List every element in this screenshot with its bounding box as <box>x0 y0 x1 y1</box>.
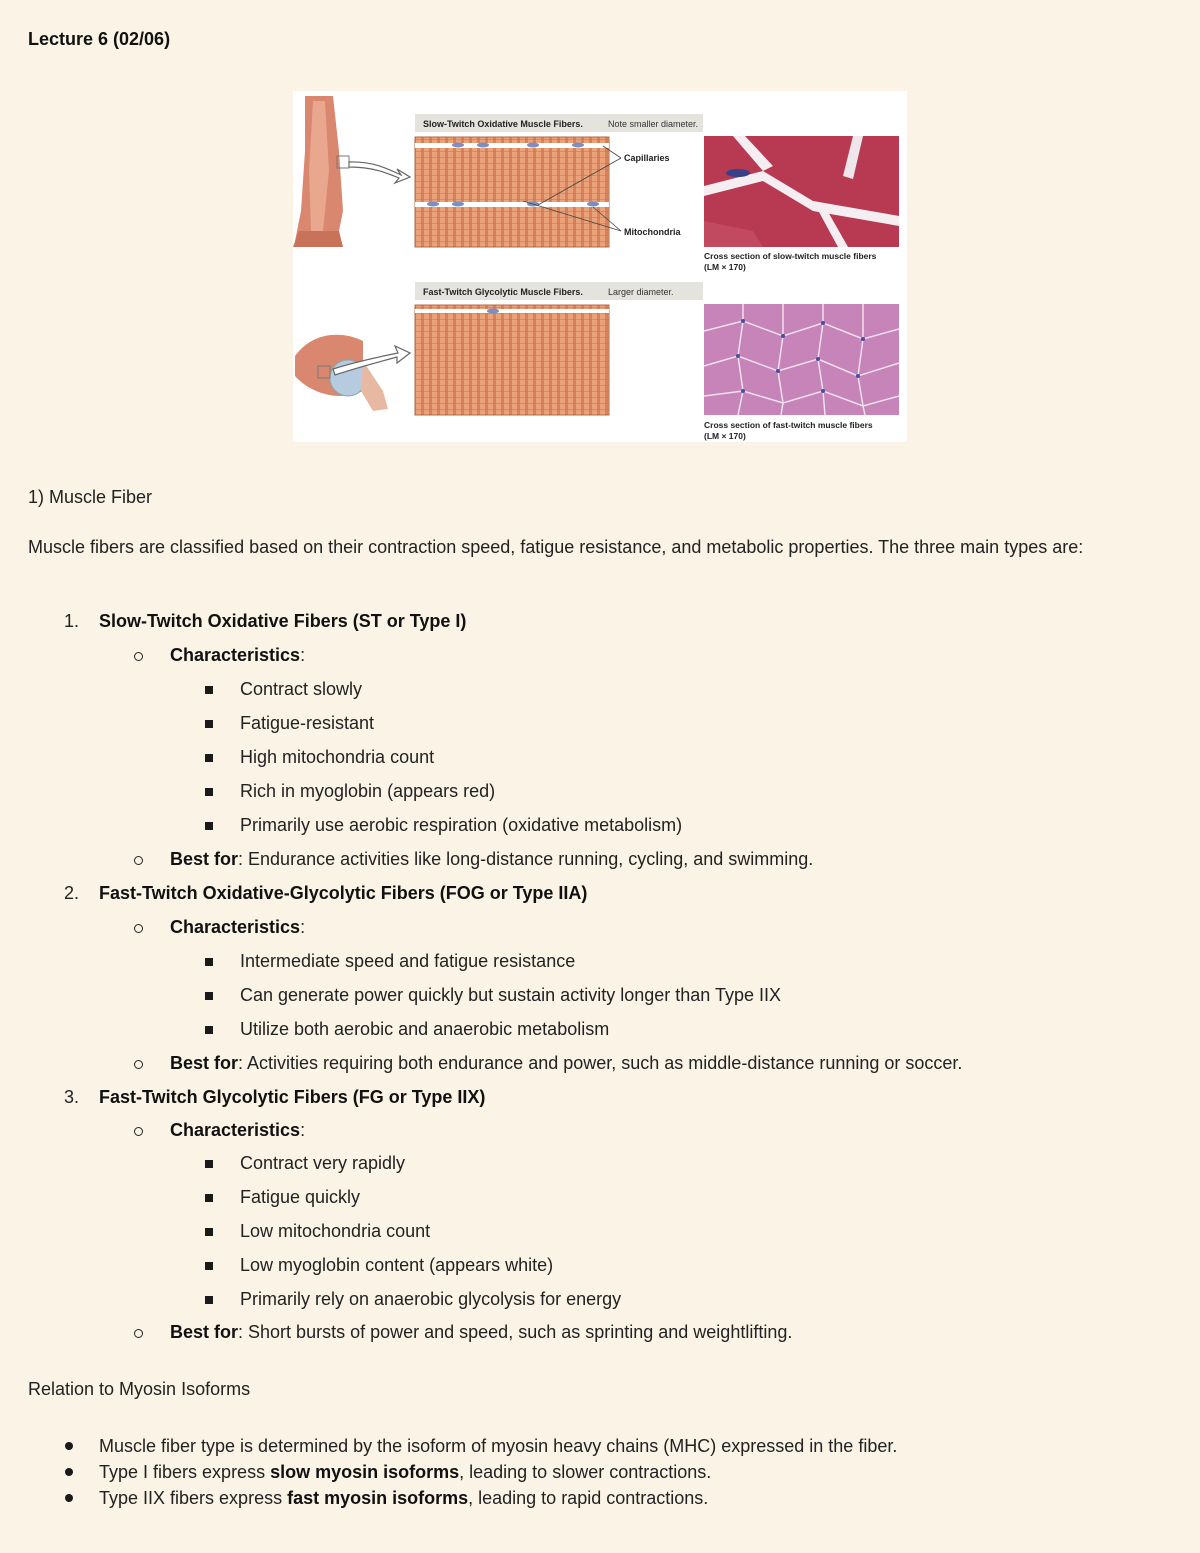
square-bullet-icon <box>205 788 213 796</box>
type2-best-for: Best for: Activities requiring both endurance and power, such as middle-distance running or soccer. <box>170 1053 963 1073</box>
type2-number: 2. <box>64 883 80 903</box>
type1-best-for: Best for: Endurance activities like long-distance running, cycling, and swimming. <box>170 849 814 869</box>
myosin-bullet-1: Muscle fiber type is determined by the isoform of myosin heavy chains (MHC) expressed in the fiber. <box>99 1436 898 1456</box>
circle-bullet-icon <box>134 924 143 933</box>
type3-char-4: Low myoglobin content (appears white) <box>240 1255 554 1275</box>
disc-bullet-icon <box>65 1494 73 1502</box>
page-title: Lecture 6 (02/06) <box>28 29 171 49</box>
square-bullet-icon <box>205 754 213 762</box>
circle-bullet-icon <box>134 856 143 865</box>
square-bullet-icon <box>205 1160 213 1168</box>
circle-bullet-icon <box>134 652 143 661</box>
type1-char-5: Primarily use aerobic respiration (oxidative metabolism) <box>240 815 683 835</box>
type2-char-3: Utilize both aerobic and anaerobic metabolism <box>240 1019 610 1039</box>
slow-fiber-diagram <box>415 137 609 247</box>
type1-char-1: Contract slowly <box>240 679 363 699</box>
circle-bullet-icon <box>134 1060 143 1069</box>
type2-char-1: Intermediate speed and fatigue resistance <box>240 951 576 971</box>
type2-char-2: Can generate power quickly but sustain activity longer than Type IIX <box>240 985 781 1005</box>
slow-cross-section-image <box>704 136 899 247</box>
label-mitochondria: Mitochondria <box>624 227 681 237</box>
square-bullet-icon <box>205 822 213 830</box>
type1-title: Slow-Twitch Oxidative Fibers (ST or Type I) <box>99 611 467 631</box>
arrow-slow <box>349 162 410 183</box>
type1-number: 1. <box>64 611 80 631</box>
section-heading-myosin: Relation to Myosin Isoforms <box>28 1379 251 1399</box>
slow-header-note: Note smaller diameter. <box>608 119 699 129</box>
circle-bullet-icon <box>134 1127 143 1136</box>
type3-char-5: Primarily rely on anaerobic glycolysis for energy <box>240 1289 622 1309</box>
type3-characteristics-label: Characteristics: <box>170 1120 306 1140</box>
type3-char-2: Fatigue quickly <box>240 1187 361 1207</box>
myosin-bullet-2: Type I fibers express slow myosin isoforms, leading to slower contractions. <box>99 1462 712 1482</box>
fast-cross-section-image <box>704 304 899 415</box>
myosin-bullet-3: Type IIX fibers express fast myosin isoforms, leading to rapid contractions. <box>99 1488 709 1508</box>
leg-illustration <box>293 96 349 247</box>
muscle-fiber-figure <box>293 91 907 442</box>
label-capillaries: Capillaries <box>624 153 670 163</box>
disc-bullet-icon <box>65 1468 73 1476</box>
square-bullet-icon <box>205 1194 213 1202</box>
fast-fiber-diagram <box>415 305 609 415</box>
type2-title: Fast-Twitch Oxidative-Glycolytic Fibers (FOG or Type IIA) <box>99 883 588 903</box>
type1-characteristics-label: Characteristics: <box>170 645 306 665</box>
slow-caption-line2: (LM × 170) <box>704 262 746 272</box>
fast-header-bold: Fast-Twitch Glycolytic Muscle Fibers. <box>423 287 583 297</box>
square-bullet-icon <box>205 1228 213 1236</box>
square-bullet-icon <box>205 1296 213 1304</box>
square-bullet-icon <box>205 958 213 966</box>
square-bullet-icon <box>205 1262 213 1270</box>
type1-char-4: Rich in myoglobin (appears red) <box>240 781 496 801</box>
type2-characteristics-label: Characteristics: <box>170 917 306 937</box>
type3-best-for: Best for: Short bursts of power and speed, such as sprinting and weightlifting. <box>170 1322 793 1342</box>
square-bullet-icon <box>205 686 213 694</box>
disc-bullet-icon <box>65 1442 73 1450</box>
fast-caption-line2: (LM × 170) <box>704 431 746 441</box>
circle-bullet-icon <box>134 1329 143 1338</box>
type3-char-1: Contract very rapidly <box>240 1153 406 1173</box>
type3-title: Fast-Twitch Glycolytic Fibers (FG or Type IIX) <box>99 1087 486 1107</box>
section-heading-muscle-fiber: 1) Muscle Fiber <box>28 487 153 507</box>
square-bullet-icon <box>205 992 213 1000</box>
type3-number: 3. <box>64 1087 80 1107</box>
square-bullet-icon <box>205 1026 213 1034</box>
intro-paragraph: Muscle fibers are classified based on their contraction speed, fatigue resistance, and metabolic properties. The three main types are: <box>28 537 1084 557</box>
slow-header-bold: Slow-Twitch Oxidative Muscle Fibers. <box>423 119 583 129</box>
fast-header-note: Larger diameter. <box>608 287 674 297</box>
slow-caption-line1: Cross section of slow-twitch muscle fibers <box>704 251 877 261</box>
type1-char-3: High mitochondria count <box>240 747 435 767</box>
type3-char-3: Low mitochondria count <box>240 1221 431 1241</box>
type1-char-2: Fatigue-resistant <box>240 713 375 733</box>
square-bullet-icon <box>205 720 213 728</box>
fast-caption-line1: Cross section of fast-twitch muscle fibers <box>704 420 873 430</box>
